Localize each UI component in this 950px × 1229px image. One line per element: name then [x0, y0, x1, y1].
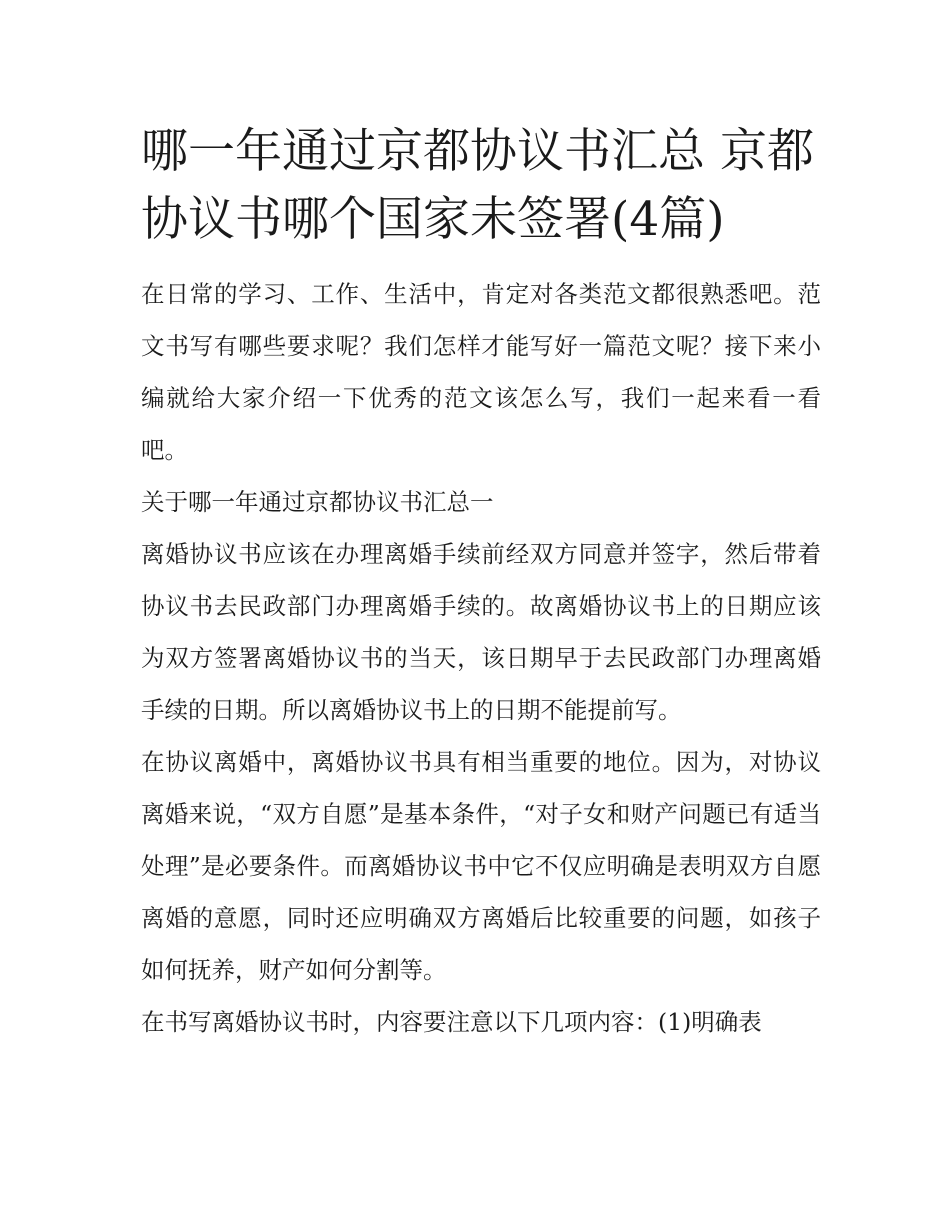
- document-title: 哪一年通过京都协议书汇总 京都协议书哪个国家未签署(4篇): [141, 124, 814, 247]
- paragraph-signing-date: 离婚协议书应该在办理离婚手续前经双方同意并签字，然后带着协议书去民政部门办理离婚手续的。故离婚协议书上的日期应该为双方签署离婚协议书的当天，该日期早于去民政部门办理离婚手续的日期。所以离婚协议书上的日期不能提前写。: [141, 540, 821, 724]
- paragraph-writing-notes: 在书写离婚协议书时，内容要注意以下几项内容：(1)明确表: [141, 1008, 762, 1036]
- paragraph-agreement-role: 在协议离婚中，离婚协议书具有相当重要的地位。因为，对协议离婚来说，“双方自愿”是基本条件，“对子女和财产问题已有适当处理”是必要条件。而离婚协议书中它不仅应明确是表明双方自愿离婚的意愿，同时还应明确双方离婚后比较重要的问题，如孩子如何抚养，财产如何分割等。: [141, 748, 821, 984]
- paragraph-intro: 在日常的学习、工作、生活中，肯定对各类范文都很熟悉吧。范文书写有哪些要求呢？我们怎样才能写好一篇范文呢？接下来小编就给大家介绍一下优秀的范文该怎么写，我们一起来看一看吧。: [141, 280, 821, 464]
- section-heading: 关于哪一年通过京都协议书汇总一: [141, 488, 494, 516]
- document-body: [141, 118, 821, 1048]
